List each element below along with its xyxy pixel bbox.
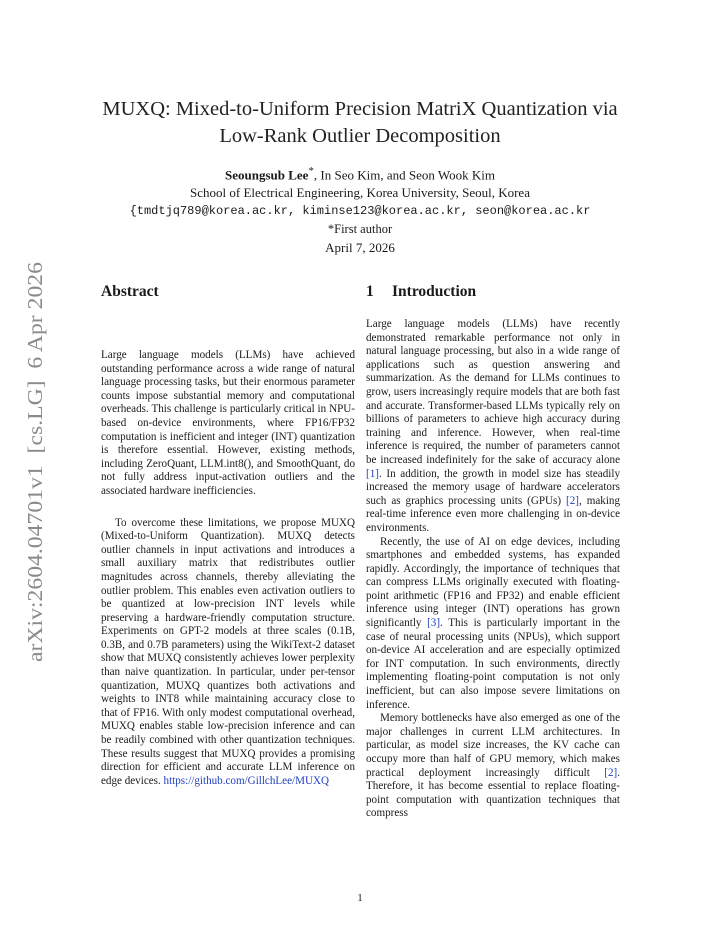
intro-paragraph-3	[366, 712, 620, 821]
citation-1[interactable]: [1]	[366, 467, 379, 480]
arxiv-identifier-text: arXiv:2604.04701v1 [cs.LG] 6 Apr 2026	[23, 307, 47, 662]
intro-p2-text-a: Recently, the use of AI on edge devices, including smartphones and embedded systems, has expanded rapidly. Accordingly, the importance of techniques that can compress LLMs originally executed with floating-point arithmetic (FP16 and FP32) and enable efficient inference using integer (INT) operations has grown significantly	[366, 535, 620, 630]
page-number: 1	[357, 892, 363, 904]
citation-2-repeat[interactable]: [2]	[604, 766, 618, 779]
section-title: Introduction	[392, 283, 477, 300]
paper-title	[80, 96, 640, 150]
intro-paragraph-2	[366, 536, 620, 713]
abstract-paragraph-2-text: To overcome these limitations, we propose MUXQ (Mixed-to-Uniform Quantization). MUXQ detects outlier channels in input activations and introduces a small auxiliary matrix that redistributes outlier magnitudes across channels, thereby alleviating the outlier problem. This enables even activation outliers to be quantized at low-precision INT levels while preserving a hardware-friendly computation structure. Experiments on GPT-2 models at three scales (0.1B, 0.3B, and 0.7B parameters) using the WikiText-2 dataset show that MUXQ consistently achieves lower perplexity than naive quantization. In particular, under per-tensor quantization, MUXQ quantizes both activations and weights to INT8 while maintaining accuracy close to that of FP16. With only modest computational overhead, MUXQ enables stable low-precision inference and can be readily combined with other quantization techniques. These results suggest that MUXQ provides a promising direction for efficient and accurate LLM inference on edge devices.	[101, 516, 355, 787]
github-link[interactable]: https://github.com/GillchLee/MUXQ	[163, 774, 330, 787]
intro-p2-text-b: . This is particularly important in the case of neural processing units (NPUs), which support on-device AI acceleration and are especially optimized for INT computation. In such environments, directly implementing floating-point computation is not only inefficient, but can also impose severe limitations on inference.	[366, 617, 620, 711]
co-authors: , In Seo Kim, and Seon Wook Kim	[313, 167, 495, 183]
first-author-note: *First author	[327, 222, 393, 237]
paper-title-line-1: MUXQ: Mixed-to-Uniform Precision MatriX Quantization via	[102, 98, 618, 120]
lead-author: Seoungsub Lee	[225, 167, 309, 183]
intro-p1-text-c: , making real-time inference even more challenging in on-device environments.	[366, 494, 620, 534]
intro-p1-text-a: Large language models (LLMs) have recently demonstrated remarkable performance not only in natural language processing, but also in a wide range of applications such as question answering and summarization. As the demand for LLMs continues to grow, users increasingly require models that are both fast and accurate. Transformer-based LLMs typically rely on billions of parameters to achieve high accuracy during training and inference. However, when real-time inference is required, the number of parameters cannot be increased indefinitely for the sake of accuracy alone	[366, 318, 620, 466]
author-emails: {tmdtjq789@korea.ac.kr, kiminse123@korea.ac.kr, seon@korea.ac.kr	[129, 204, 591, 219]
abstract-paragraph-2	[101, 517, 355, 789]
introduction-column	[366, 282, 620, 821]
arxiv-identifier-stamp	[8, 262, 56, 662]
abstract-paragraph-1: Large language models (LLMs) have achieved outstanding performance across a wide range of natural language processing tasks, but their enormous parameter counts impose substantial memory and computational overheads. This challenge is particularly critical in NPU-based on-device environments, where FP16/FP32 computation is inefficient and integer (INT) quantization is therefore essential. However, existing methods, including ZeroQuant, LLM.int8(), and SmoothQuant, do not fully address input-activation outliers and the associated hardware inefficiencies.	[101, 349, 355, 497]
paper-date: April 7, 2026	[325, 240, 395, 255]
intro-p3-text-b: . Therefore, it has become essential to replace floating-point computation with quantization techniques that compress	[366, 766, 620, 820]
abstract-column	[101, 282, 355, 788]
introduction-heading	[366, 282, 620, 302]
intro-paragraph-1	[366, 318, 620, 536]
intro-p3-text-a: Memory bottlenecks have also emerged as one of the major challenges in current LLM architectures. In particular, as model size increases, the KV cache can occupy more than half of GPU memory, which makes practical deployment increasingly difficult	[366, 712, 620, 779]
citation-3[interactable]: [3]	[427, 617, 441, 630]
author-line	[80, 162, 640, 184]
affiliation: School of Electrical Engineering, Korea University, Seoul, Korea	[190, 185, 530, 201]
abstract-heading: Abstract	[101, 283, 159, 300]
citation-2[interactable]: [2]	[566, 494, 579, 507]
lead-author-mark: *	[308, 165, 314, 177]
author-block	[80, 162, 640, 238]
intro-p1-text-b: . In addition, the growth in model size has steadily increased the memory usage of hardware accelerators such as graphics processing units (GPUs)	[366, 467, 620, 507]
section-number: 1	[366, 283, 374, 300]
paper-title-line-2: Low-Rank Outlier Decomposition	[219, 125, 501, 147]
